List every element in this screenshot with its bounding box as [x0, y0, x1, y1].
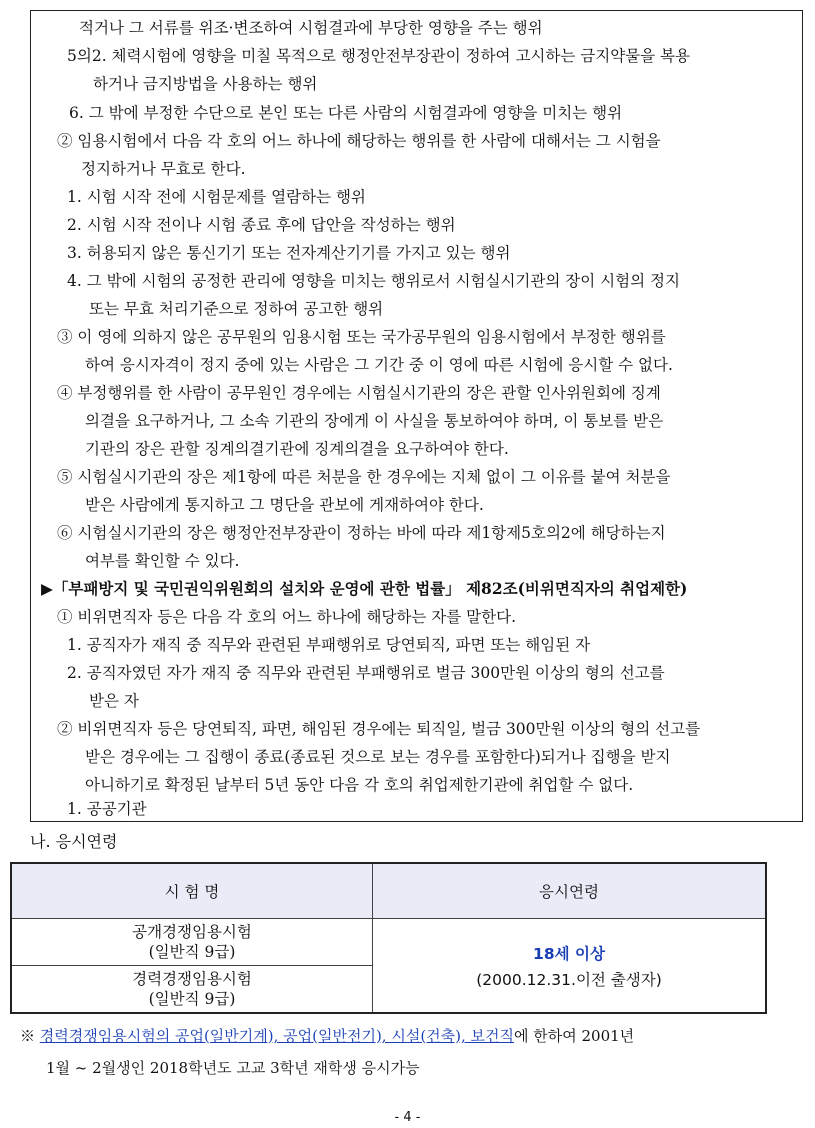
text-line: 아니하기로 확정된 날부터 5년 동안 다음 각 호의 취업제한기관에 취업할 수 없다. [85, 776, 634, 794]
age-sub: (2000.12.31.이전 출생자) [476, 970, 662, 989]
text-line: 하여 응시자격이 정지 중에 있는 사람은 그 기간 중 이 영에 따른 시험에 응시할 수 없다. [85, 356, 673, 374]
text-line: 2. 공직자였던 자가 재직 중 직무와 관련된 부패행위로 벌금 300만원 이상의 형의 선고를 [67, 664, 665, 682]
text-line: 받은 경우에는 그 집행이 종료(종료된 것으로 보는 경우를 포함한다)되거나 집행을 받지 [85, 748, 671, 766]
age-requirement-table [10, 862, 767, 1014]
text-line: 3. 허용되지 않은 통신기기 또는 전자계산기기를 가지고 있는 행위 [67, 244, 511, 262]
text-line: 5의2. 체력시험에 영향을 미칠 목적으로 행정안전부장관이 정하여 고시하는 금지약물을 복용 [67, 47, 690, 65]
age-main: 18세 이상 [533, 944, 605, 963]
text-line: ④ 부정행위를 한 사람이 공무원인 경우에는 시험실시기관의 장은 관할 인사위원회에 징계 [57, 384, 661, 402]
text-line: 정지하거나 무효로 한다. [81, 160, 246, 178]
note-line-2: 1월 ~ 2월생인 2018학년도 고교 3학년 재학생 응시가능 [46, 1059, 420, 1077]
exam-name-cell [11, 966, 373, 1014]
law-excerpt-box [30, 10, 803, 822]
note [20, 1020, 634, 1084]
text-line: 적거나 그 서류를 위조·변조하여 시험결과에 부당한 영향을 주는 행위 [79, 19, 543, 37]
header-age: 응시연령 [373, 863, 767, 919]
note-rest: 에 한하여 2001년 [514, 1027, 635, 1045]
note-mark: ※ [20, 1027, 36, 1045]
text-line: ③ 이 영에 의하지 않은 공무원의 임용시험 또는 국가공무원의 임용시험에서 부정한 행위를 [57, 328, 666, 346]
table-header-row [11, 863, 766, 919]
exam-name: 공개경쟁임용시험 [132, 923, 252, 941]
text-line: 1. 공공기관 [67, 800, 147, 818]
text-line: ⑤ 시험실시기관의 장은 제1항에 따른 처분을 한 경우에는 지체 없이 그 이유를 붙여 처분을 [57, 468, 671, 486]
section-title: 나. 응시연령 [30, 832, 118, 851]
text-line: 여부를 확인할 수 있다. [85, 552, 240, 570]
text-line: ⑥ 시험실시기관의 장은 행정안전부장관이 정하는 바에 따라 제1항제5호의2에 해당하는지 [57, 524, 666, 542]
text-line: 받은 자 [89, 692, 139, 710]
text-line: ① 비위면직자 등은 다음 각 호의 어느 하나에 해당하는 자를 말한다. [57, 608, 516, 626]
exam-grade: (일반직 9급) [148, 943, 236, 961]
text-line: 기관의 장은 관할 징계의결기관에 징계의결을 요구하여야 한다. [85, 440, 509, 458]
law-heading: ▶「부패방지 및 국민권익위원회의 설치와 운영에 관한 법률」 제82조(비위면직자의 취업제한) [41, 579, 688, 598]
page-number: - 4 - [394, 1110, 421, 1125]
exam-name-cell [11, 919, 373, 966]
text-line: ② 비위면직자 등은 당연퇴직, 파면, 해임된 경우에는 퇴직일, 벌금 300만원 이상의 형의 선고를 [57, 720, 701, 738]
text-line: 의결을 요구하거나, 그 소속 기관의 장에게 이 사실을 통보하여야 하며, 이 통보를 받은 [85, 412, 664, 430]
note-line-1 [20, 1020, 634, 1052]
text-line: 하거나 금지방법을 사용하는 행위 [93, 75, 318, 93]
text-line: 받은 사람에게 통지하고 그 명단을 관보에 게재하여야 한다. [85, 496, 484, 514]
exam-grade: (일반직 9급) [148, 990, 236, 1008]
header-exam-name: 시 험 명 [11, 863, 373, 919]
text-line: 4. 그 밖에 시험의 공정한 관리에 영향을 미치는 행위로서 시험실시기관의 장이 시험의 정지 [67, 272, 680, 290]
text-line: 2. 시험 시작 전이나 시험 종료 후에 답안을 작성하는 행위 [67, 216, 456, 234]
text-line: 6. 그 밖에 부정한 수단으로 본인 또는 다른 사람의 시험결과에 영향을 미치는 행위 [69, 104, 623, 122]
table-row [11, 919, 766, 966]
age-cell [373, 919, 767, 1014]
text-line: 1. 공직자가 재직 중 직무와 관련된 부패행위로 당연퇴직, 파면 또는 해임된 자 [67, 636, 591, 654]
note-highlight: 경력경쟁임용시험의 공업(일반기계), 공업(일반전기), 시설(건축), 보건직 [39, 1027, 515, 1045]
exam-name: 경력경쟁임용시험 [132, 970, 252, 988]
text-line: ② 임용시험에서 다음 각 호의 어느 하나에 해당하는 행위를 한 사람에 대해서는 그 시험을 [57, 132, 661, 150]
text-line: 또는 무효 처리기준으로 정하여 공고한 행위 [89, 300, 384, 318]
text-line: 1. 시험 시작 전에 시험문제를 열람하는 행위 [67, 188, 366, 206]
